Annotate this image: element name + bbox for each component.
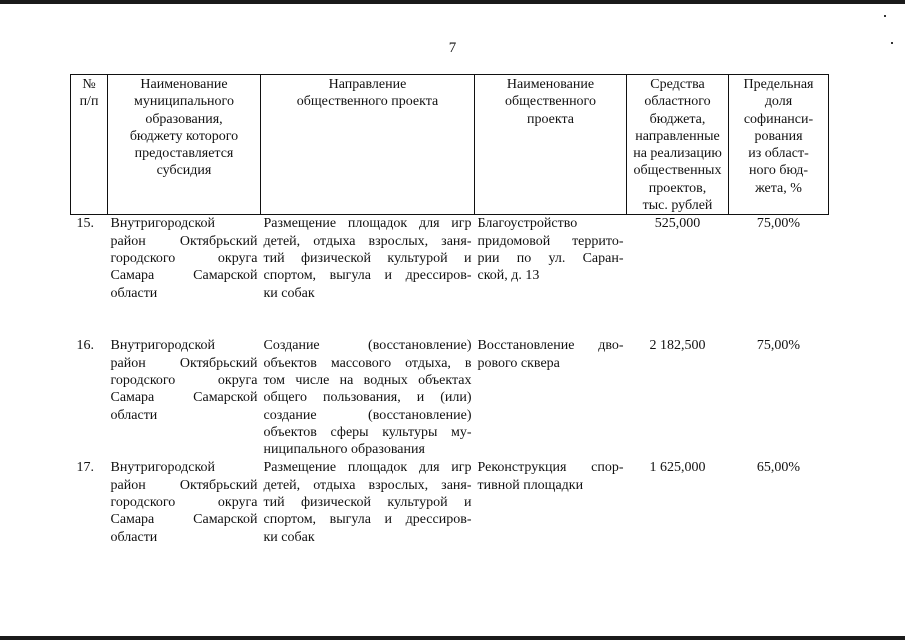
direction-line: объектов массового отдыха, в: [263, 355, 472, 371]
table-header-row: [71, 75, 829, 215]
project-line: рии по ул. Саран-: [477, 250, 624, 266]
funds-cell: 1 625,000: [649, 460, 706, 476]
row-number: 17.: [76, 460, 94, 476]
share-cell: 75,00%: [756, 338, 801, 354]
direction-cell: [261, 459, 475, 549]
direction-line: создание (восстановление): [263, 407, 472, 423]
project-cell: [475, 215, 627, 338]
header-share: Предельная доля софинанси- рования из област- ного бюд- жета, %: [729, 75, 829, 215]
municipality-cell: [108, 215, 261, 338]
direction-line: Создание (восстановление): [263, 338, 472, 354]
header-municipality: Наименование муниципального образования, бюджету которого предоставляется субсидия: [108, 75, 261, 215]
header-funds: Средства областного бюджета, направленные на реализацию общественных проектов, тыс. рублей: [627, 75, 729, 215]
direction-line: Размещение площадок для игр: [263, 460, 472, 476]
municipality-line: Внутригородской: [110, 338, 216, 354]
project-line: Восстановление дво-: [477, 338, 624, 354]
municipality-line: Самара Самарской: [110, 390, 258, 406]
municipality-line: район Октябрьский: [110, 355, 258, 371]
municipality-line: район Октябрьский: [110, 233, 258, 249]
table-row: [71, 215, 829, 338]
direction-line: детей, отдыха взрослых, заня-: [263, 233, 472, 249]
direction-cell: [261, 337, 475, 459]
funds-cell: 2 182,500: [649, 338, 706, 354]
direction-line: общего пользования, и (или): [263, 390, 472, 406]
direction-line: тий физической культурой и: [263, 250, 472, 266]
municipality-line: Внутригородской: [110, 460, 216, 476]
direction-line: детей, отдыха взрослых, заня-: [263, 477, 472, 493]
direction-line: объектов сферы культуры му-: [263, 424, 472, 440]
table-row: [71, 337, 829, 459]
project-cell: [475, 337, 627, 459]
municipality-cell: [108, 459, 261, 549]
page-number: 7: [448, 40, 457, 56]
municipality-line: Самара Самарской: [110, 268, 258, 284]
municipality-line: области: [110, 285, 158, 301]
project-line: тивной площадки: [477, 477, 584, 493]
share-cell: 65,00%: [756, 460, 801, 476]
share-cell: 75,00%: [756, 216, 801, 232]
municipality-line: Самара Самарской: [110, 512, 258, 528]
scan-border-top: [0, 0, 905, 4]
scan-speck: [884, 15, 886, 17]
table-row: [71, 459, 829, 549]
direction-line: том числе на водных объектах: [263, 372, 472, 388]
direction-line: ниципального образования: [263, 442, 425, 458]
project-line: придомовой террито-: [477, 233, 624, 249]
project-line: Реконструкция спор-: [477, 460, 624, 476]
header-number: № п/п: [71, 75, 108, 215]
direction-line: спортом, выгула и дрессиров-: [263, 512, 472, 528]
municipality-line: области: [110, 407, 158, 423]
header-project: Наименование общественного проекта: [475, 75, 627, 215]
row-number: 15.: [76, 216, 94, 232]
funds-cell: 525,000: [654, 216, 701, 232]
direction-line: спортом, выгула и дрессиров-: [263, 268, 472, 284]
project-line: рового сквера: [477, 355, 560, 371]
municipality-line: городского округа: [110, 250, 258, 266]
direction-line: ки собак: [263, 529, 315, 545]
project-cell: [475, 459, 627, 549]
municipality-line: городского округа: [110, 494, 258, 510]
subsidy-table: [70, 74, 829, 549]
municipality-cell: [108, 337, 261, 459]
municipality-line: городского округа: [110, 372, 258, 388]
direction-line: Размещение площадок для игр: [263, 216, 472, 232]
direction-line: ки собак: [263, 285, 315, 301]
municipality-line: области: [110, 529, 158, 545]
header-direction: Направление общественного проекта: [261, 75, 475, 215]
row-number: 16.: [76, 338, 94, 354]
scan-border-bottom: [0, 636, 905, 640]
municipality-line: Внутригородской: [110, 216, 216, 232]
municipality-line: район Октябрьский: [110, 477, 258, 493]
project-line: ской, д. 13: [477, 268, 540, 284]
direction-line: тий физической культурой и: [263, 494, 472, 510]
direction-cell: [261, 215, 475, 338]
project-line: Благоустройство: [477, 216, 578, 232]
